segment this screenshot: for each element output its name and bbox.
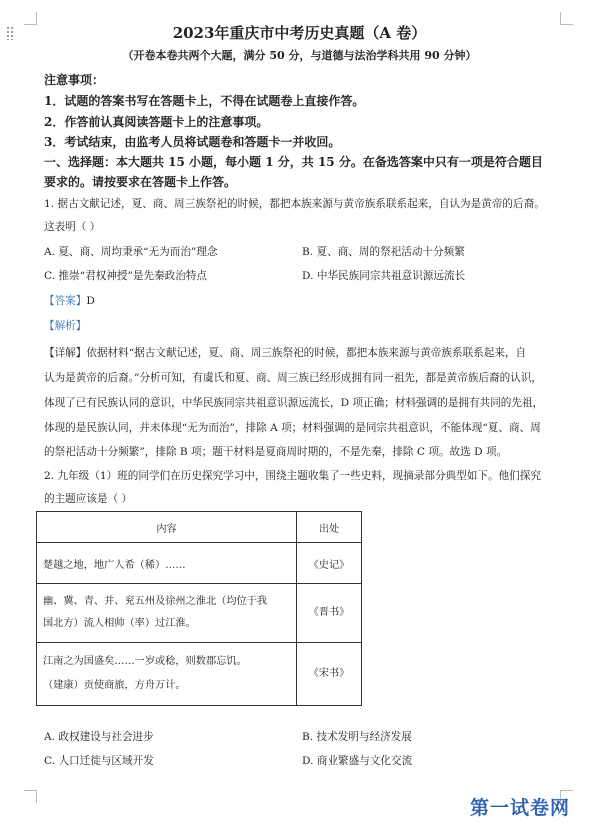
table-cell-content: 幽、冀、青、并、兖五州及徐州之淮北（均位于我 国北方）流人相帅（率）过江淮。 [37, 584, 297, 643]
notice-item: 2．作答前认真阅读答题卡上的注意事项。 [44, 115, 269, 129]
q1-stem-line: 这表明（ ） [44, 221, 101, 233]
watermark-logo: 第一试卷网 [470, 797, 571, 819]
q1-option-b: B. 夏、商、周的祭祀活动十分频繁 [302, 246, 465, 258]
table-cell-content: 江南之为国盛矣……一岁或稔，则数郡忘饥。 （建康）贡使商旅，方舟万计。 [37, 643, 297, 706]
page-subtitle: （开卷本卷共两个大题，满分 50 分，与道德与法治学科共用 90 分钟） [122, 49, 477, 62]
q1-answer [44, 293, 95, 308]
page-title: 2023年重庆市中考历史真题（A 卷） [172, 24, 427, 42]
q1-option-c: C. 推崇“君权神授”是先秦政治特点 [44, 270, 208, 282]
q1-detail-line: 的祭祀活动十分频繁”，排除 B 项；题干材料是夏商周时期的，不是先秦，排除 C 项。故选 D 项。 [44, 446, 508, 458]
table-row [37, 543, 362, 584]
q1-option-a: A. 夏、商、周均秉承“无为而治”理念 [44, 246, 218, 258]
q1-detail-line: 认为是黄帝的后裔。”分析可知，有虞氏和夏、商、周三族已经形成拥有同一祖先，都是黄帝族后裔的认识， [44, 372, 543, 384]
table-header-row [37, 512, 362, 543]
q2-stem-line: 的主题应该是（ ） [44, 493, 133, 505]
source-table [36, 511, 362, 706]
notice-item: 1．试题的答案书写在答题卡上，不得在试题卷上直接作答。 [44, 94, 365, 108]
table-header-content: 内容 [37, 512, 297, 543]
q2-option-a: A. 政权建设与社会进步 [44, 731, 154, 743]
q1-option-d: D. 中华民族同宗共祖意识源远流长 [302, 270, 466, 282]
table-cell-source: 《史记》 [297, 543, 362, 584]
q1-detail-line: 【详解】依据材料“据古文献记述，夏、商、周三族祭祀的时候，都把本族来源与黄帝族系联系起来，自 [44, 347, 527, 359]
table-header-source: 出处 [297, 512, 362, 543]
section-heading-line: 一、选择题：本大题共 15 小题，每小题 1 分，共 15 分。在备选答案中只有一项是符合题目 [44, 155, 543, 169]
q2-option-b: B. 技术发明与经济发展 [302, 731, 412, 743]
notice-heading: 注意事项： [44, 73, 105, 87]
table-cell-source: 《宋书》 [297, 643, 362, 706]
table-cell-content: 楚越之地，地广人希（稀）…… [37, 543, 297, 584]
table-row [37, 643, 362, 706]
table-cell-source: 《晋书》 [297, 584, 362, 643]
q2-option-c: C. 人口迁徙与区域开发 [44, 755, 154, 767]
analysis-tag: 【解析】 [44, 320, 87, 332]
answer-value: D [86, 295, 95, 307]
answer-tag: 【答案】 [44, 295, 87, 307]
q1-detail-line: 体现了已有民族认同的意识，中华民族同宗共祖意识源远流长，D 项正确；材料强调的是拥有共同的先祖， [44, 397, 544, 409]
notice-item: 3．考试结束，由监考人员将试题卷和答题卡一并收回。 [44, 135, 341, 149]
q2-stem-line: 2. 九年级（1）班的同学们在历史探究学习中，围绕主题收集了一些史料，现摘录部分典型如下。他们探究 [44, 470, 541, 482]
q1-stem-line: 1. 据古文献记述，夏、商、周三族祭祀的时候，都把本族来源与黄帝族系联系起来，自认为是黄帝的后裔。 [44, 198, 545, 210]
q1-detail-line: 体现的是民族认同，并未体现“无为而治”，排除 A 项；材料强调的是同宗共祖意识，不能体现“夏、商、周 [44, 422, 541, 434]
section-heading-line: 要求的。请按要求在答题卡上作答。 [44, 175, 237, 189]
table-row [37, 584, 362, 643]
q2-option-d: D. 商业繁盛与文化交流 [302, 755, 413, 767]
crop-mark-bottom-left [24, 790, 37, 803]
